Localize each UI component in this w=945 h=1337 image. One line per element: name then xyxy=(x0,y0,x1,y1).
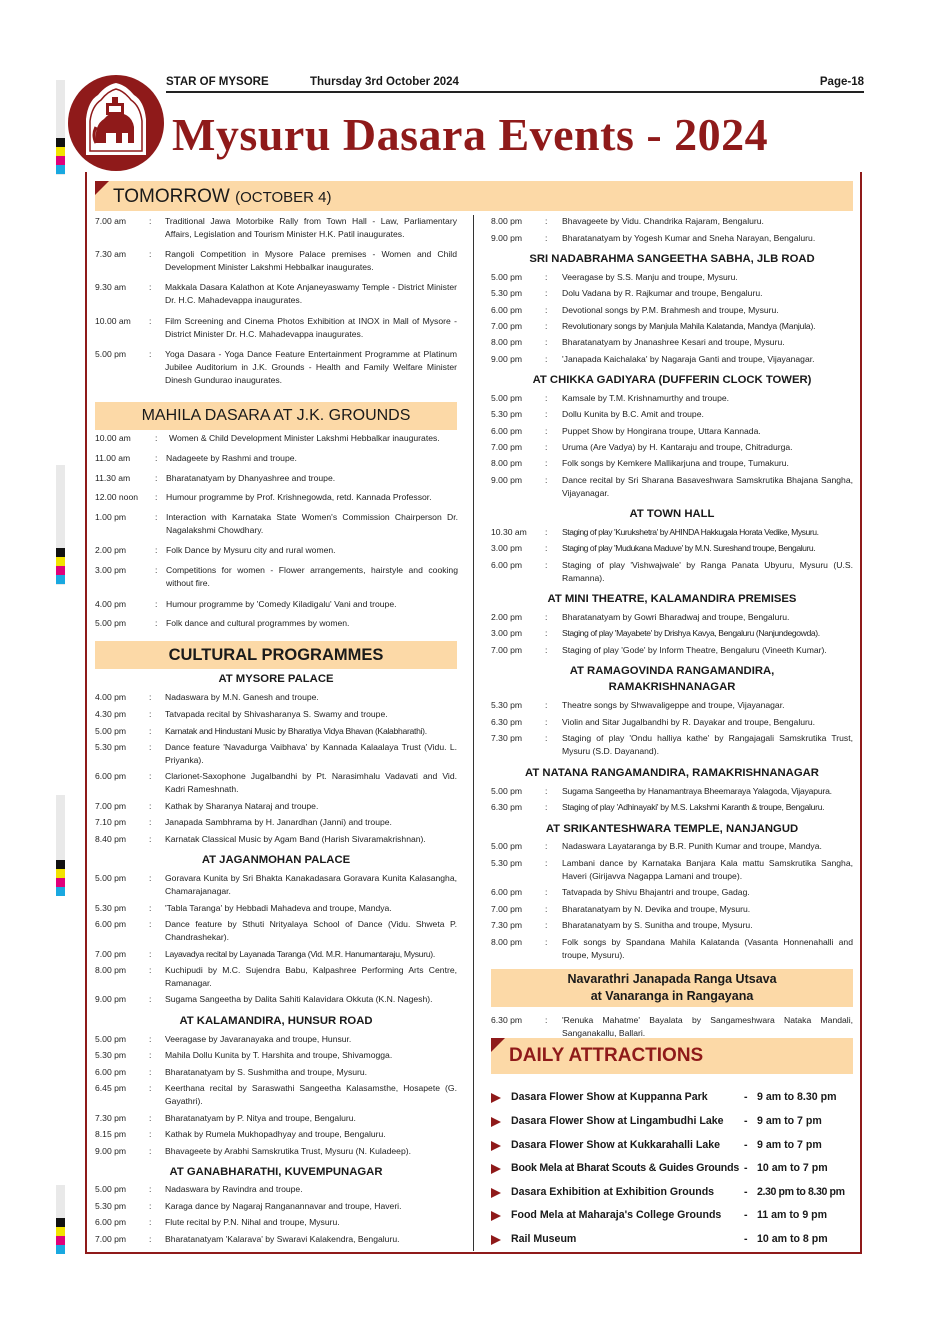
daily-heading: DAILY ATTRACTIONS xyxy=(509,1045,704,1066)
event-time: 12.00 noon xyxy=(95,492,139,502)
event-text: Nadaswara by M.N. Ganesh and troupe. xyxy=(165,692,319,702)
event-time: 11.30 am xyxy=(95,473,131,483)
registration-marks xyxy=(56,860,65,896)
arrow-right-icon xyxy=(491,1211,501,1221)
attraction-name: Dasara Exhibition at Exhibition Grounds xyxy=(511,1186,715,1198)
attraction-hours: 10 am to 7 pm xyxy=(757,1162,828,1174)
venue-heading: RAMAKRISHNANAGAR xyxy=(608,681,736,693)
attraction-row: Dasara Flower Show at Kukkarahalli Lake - 9 am to 7 pm xyxy=(491,1139,861,1153)
attraction-name: Rail Museum xyxy=(511,1233,577,1245)
event-time: 8.15 pm xyxy=(95,1129,127,1139)
event-text: Theatre songs by Shwavaligeppe and troupe, Vijayanagar. xyxy=(562,700,785,710)
attraction-hours: 11 am to 9 pm xyxy=(757,1209,828,1221)
event-text: Violin and Sitar Jugalbandhi by R. Dayakar and troupe, Bengaluru. xyxy=(562,717,816,727)
event-time: 5.00 pm xyxy=(491,393,523,403)
event-time: 7.10 pm xyxy=(95,817,127,827)
newspaper-name: STAR OF MYSORE xyxy=(166,76,269,88)
attraction-name: Dasara Flower Show at Kukkarahalli Lake xyxy=(511,1139,721,1151)
event-text: Dollu Kunita by B.C. Amit and troupe. xyxy=(562,409,704,419)
event-row: 7.30 pm : Staging of play 'Ondu halliya kathe' by Rangajagali Samskrutika Trust, Mysuru (S.D. Dayanand). xyxy=(491,733,853,756)
event-text: Bharatanatyam 'Kalarava' by Swaravi Kalakendra, Bengaluru. xyxy=(165,1234,400,1244)
event-text: Karaga dance by Nagaraj Ranganannavar and troupe, Haveri. xyxy=(165,1201,402,1211)
event-time: 5.00 pm xyxy=(95,349,127,359)
event-time: 9.00 pm xyxy=(491,233,523,243)
event-text: Staging of play 'Adhinayaki' by M.S. Lakshmi Karanth & troupe, Bengaluru. xyxy=(562,802,825,812)
event-row: 6.45 pm : Keerthana recital by Saraswathi Sangeetha Kalasamsthe, Hosapete (G. Gayathri). xyxy=(95,1083,457,1106)
event-time: 6.00 pm xyxy=(95,919,127,929)
event-text: Bharatanatyam by Jnanashree Kesari and troupe, Mysuru. xyxy=(562,337,785,347)
event-text: Lambani dance by Karnataka Banjara Kala mattu Samskrutika Sangha, Haveri (Girijavva Nagappa Lamani and troupe). xyxy=(562,858,853,881)
event-text: Layavadya recital by Layanada Taranga (Vid. M.R. Hanumantaraju, Mysuru). xyxy=(165,949,435,959)
event-text: Staging of play 'Vishwajwale' by Ranga Panata Ubyuru, Mysuru (U.S. Ramanna). xyxy=(562,560,853,583)
event-time: 5.00 pm xyxy=(95,1184,127,1194)
page-title: Mysuru Dasara Events - 2024 xyxy=(172,109,769,160)
tomorrow-banner xyxy=(95,181,853,211)
event-time: 1.00 pm xyxy=(95,512,127,522)
venue-heading: SRI NADABRAHMA SANGEETHA SABHA, JLB ROAD xyxy=(529,253,815,265)
event-time: 8.00 pm xyxy=(491,216,523,226)
event-text: Bhavageete by Arabhi Samskrutika Trust, Mysuru (N. Kuladeep). xyxy=(165,1146,411,1156)
arrow-right-icon xyxy=(491,1164,501,1174)
event-text: Humour programme by 'Comedy Kiladigalu' Vani and troupe. xyxy=(166,599,397,609)
venue-heading: AT SRIKANTESHWARA TEMPLE, NANJANGUD xyxy=(545,823,799,835)
event-time: 8.00 pm xyxy=(95,965,127,975)
event-text: Kamsale by T.M. Krishnamurthy and troupe. xyxy=(562,393,730,403)
attraction-hours: 9 am to 8.30 pm xyxy=(757,1091,837,1103)
event-row: 8.00 pm : Kuchipudi by M.C. Sujendra Babu, Kalpashree Performing Arts Centre, Ramanagar. xyxy=(95,965,457,988)
event-text: Revolutionary songs by Manjula Mahila Kalatanda, Mandya (Manjula). xyxy=(562,321,816,331)
event-text: Interaction with Karnataka State Women's Commission Chairperson Dr. Nagalakshmi Chowdhary. xyxy=(166,512,458,535)
event-time: 5.30 pm xyxy=(491,409,523,419)
event-row: 6.00 pm : Staging of play 'Vishwajwale' by Ranga Panata Ubyuru, Mysuru (U.S. Ramanna). xyxy=(491,560,853,583)
event-text: Folk songs by Spandana Mahila Kalatanda (Vasanta Honnenahalli and troupe, Mysuru). xyxy=(562,937,853,960)
attraction-row: Food Mela at Maharaja's College Grounds - 11 am to 9 pm xyxy=(491,1209,861,1223)
mahila-heading: MAHILA DASARA AT J.K. GROUNDS xyxy=(141,407,411,424)
event-time: 5.00 pm xyxy=(491,841,523,851)
event-row: 9.00 pm : Dance recital by Sri Sharana Basaveshwara Samskrutika Bhajana Sangha, Vijayanagar. xyxy=(491,475,853,498)
event-time: 9.00 pm xyxy=(95,1146,127,1156)
event-text: Clarionet-Saxophone Jugalbandhi by Pt. Narasimhalu Vadavati and Vid. Kadri Rameshnath. xyxy=(165,771,457,794)
registration-marks xyxy=(56,138,65,174)
event-text: Bharatanatyam by Yogesh Kumar and Sneha Narayan, Bengaluru. xyxy=(562,233,816,243)
event-time: 3.00 pm xyxy=(95,565,127,575)
event-time: 7.00 pm xyxy=(491,442,523,452)
arrow-right-icon xyxy=(491,1141,501,1151)
event-time: 2.00 pm xyxy=(95,545,127,555)
event-row: 6.00 pm : Clarionet-Saxophone Jugalbandhi by Pt. Narasimhalu Vadavati and Vid. Kadri Rameshnath. xyxy=(95,771,457,794)
event-time: 9.30 am xyxy=(95,282,127,292)
venue-heading: AT TOWN HALL xyxy=(629,508,715,520)
event-time: 6.00 pm xyxy=(491,426,523,436)
event-time: 4.00 pm xyxy=(95,599,127,609)
event-text: Competitions for women - Flower arrangements, hairstyle and cooking without fire. xyxy=(166,565,458,588)
event-text: Nadaswara by Ravindra and troupe. xyxy=(165,1184,303,1194)
attraction-name: Dasara Flower Show at Lingambudhi Lake xyxy=(511,1115,724,1127)
event-text: Kathak by Rumela Mukhopadhyay and troupe, Bengaluru. xyxy=(165,1129,386,1139)
event-time: 5.30 pm xyxy=(95,903,127,913)
event-text: Tatvapada by Shivu Bhajantri and troupe, Gadag. xyxy=(562,887,750,897)
event-time: 7.00 pm xyxy=(491,321,523,331)
venue-heading: AT MINI THEATRE, KALAMANDIRA PREMISES xyxy=(547,593,797,605)
event-time: 6.00 pm xyxy=(491,887,523,897)
event-time: 10.00 am xyxy=(95,433,131,443)
event-text: Sugama Sangeetha by Dalita Sahiti Kalavidara Okkuta (K.N. Nagesh). xyxy=(165,994,433,1004)
event-text: Uruma (Are Vadya) by H. Kantaraju and troupe, Chitradurga. xyxy=(562,442,793,452)
event-time: 6.00 pm xyxy=(491,560,523,570)
venue-heading: AT JAGANMOHAN PALACE xyxy=(201,854,351,866)
venue-heading: AT CHIKKA GADIYARA (DUFFERIN CLOCK TOWER) xyxy=(532,374,812,386)
venue-heading: AT MYSORE PALACE xyxy=(218,673,334,685)
event-text: Nadaswara Layataranga by B.R. Punith Kumar and troupe, Mandya. xyxy=(562,841,822,851)
event-text: Veeragase by S.S. Manju and troupe, Mysuru. xyxy=(562,272,738,282)
event-time: 7.30 pm xyxy=(491,733,523,743)
event-row: 7.30 am : Rangoli Competition in Mysore Palace premises - Women and Child Development Minister Lakshmi Hebbalkar inaugurates. xyxy=(95,249,457,272)
event-text: 'Janapada Kaichalaka' by Nagaraja Ganti and troupe, Vijayanagar. xyxy=(562,354,815,364)
event-row: 3.00 pm : Competitions for women - Flower arrangements, hairstyle and cooking without fire. xyxy=(95,565,458,588)
event-text: 'Tabla Taranga' by Hebbadi Mahadeva and troupe, Mandya. xyxy=(165,903,392,913)
attraction-hours: 10 am to 8 pm xyxy=(757,1233,828,1245)
attraction-hours: 9 am to 7 pm xyxy=(757,1115,822,1127)
event-row: 9.30 am : Makkala Dasara Kalathon at Kote Anjaneyaswamy Temple - District Minister Dr. H.C. Mahadevappa inaugurates. xyxy=(95,282,457,305)
registration-marks xyxy=(56,548,65,584)
event-time: 5.00 pm xyxy=(491,786,523,796)
event-time: 8.00 pm xyxy=(491,458,523,468)
event-time: 10.30 am xyxy=(491,527,527,537)
event-text: Staging of play 'Kurukshetra' by AHINDA Hakkugala Horata Vedike, Mysuru. xyxy=(562,527,819,537)
page-number: Page-18 xyxy=(819,76,864,88)
event-time: 6.00 pm xyxy=(95,1217,127,1227)
event-text: Staging of play 'Mayabete' by Drishya Kavya, Bengaluru (Nanjundegowda). xyxy=(562,628,820,638)
event-text: Bharatanatyam by P. Nitya and troupe, Bengaluru. xyxy=(165,1113,356,1123)
venue-heading: AT NATANA RANGAMANDIRA, RAMAKRISHNANAGAR xyxy=(525,767,819,779)
event-time: 8.00 pm xyxy=(491,337,523,347)
venue-heading: AT RAMAGOVINDA RANGAMANDIRA, xyxy=(569,665,775,677)
event-text: Staging of play 'Ondu halliya kathe' by Rangajagali Samskrutika Trust, Mysuru (S.D. Dayanand). xyxy=(562,733,853,756)
event-time: 6.30 pm xyxy=(491,717,523,727)
attraction-name: Book Mela at Bharat Scouts & Guides Grounds xyxy=(511,1162,740,1174)
event-text: Bharatanatyam by S. Sushmitha and troupe, Mysuru. xyxy=(165,1067,368,1077)
event-row: 5.00 pm : Goravara Kunita by Sri Bhakta Kanakadasara Goravara Kunita Kalasangha, Chamarajanagar. xyxy=(95,873,457,896)
event-time: 3.00 pm xyxy=(491,543,523,553)
event-text: Bharatanatyam by N. Devika and troupe, Mysuru. xyxy=(562,904,751,914)
event-time: 10.00 am xyxy=(95,316,131,326)
event-time: 8.00 pm xyxy=(491,937,523,947)
event-text: Rangoli Competition in Mysore Palace premises - Women and Child Development Minister Lakshmi Hebbalkar inaugurates. xyxy=(165,249,457,272)
event-text: Nadageete by Rashmi and troupe. xyxy=(166,453,297,463)
event-text: Devotional songs by P.M. Brahmesh and troupe, Mysuru. xyxy=(562,305,779,315)
event-text: Dance recital by Sri Sharana Basaveshwara Samskrutika Bhajana Sangha, Vijayanagar. xyxy=(562,475,853,498)
event-text: Mahila Dollu Kunita by T. Harshita and troupe, Shivamogga. xyxy=(165,1050,393,1060)
event-row: 5.00 pm : Yoga Dasara - Yoga Dance Feature Entertainment Programme at Platinum Jubilee Auditorium in J.K. Grounds - Health and Family Welfare Minister Dinesh Gundurao inaugurates. xyxy=(95,349,457,385)
event-text: Film Screening and Cinema Photos Exhibition at INOX in Mall of Mysore - District Minister Dr. H.C. Mahadevappa inaugurates. xyxy=(165,316,457,339)
event-row: 10.00 am : Film Screening and Cinema Photos Exhibition at INOX in Mall of Mysore - District Minister Dr. H.C. Mahadevappa inaugurates. xyxy=(95,316,457,339)
cultural-banner xyxy=(95,641,457,669)
attraction-row: Book Mela at Bharat Scouts & Guides Grounds - 10 am to 7 pm xyxy=(491,1162,861,1176)
corner-triangle-icon xyxy=(491,1038,505,1052)
event-time: 7.00 am xyxy=(95,216,127,226)
page-header xyxy=(166,76,864,90)
event-time: 7.00 pm xyxy=(491,645,523,655)
attraction-name: Food Mela at Maharaja's College Grounds xyxy=(511,1209,722,1221)
event-text: Women & Child Development Minister Lakshmi Hebbalkar inaugurates. xyxy=(169,433,440,443)
navarathri-heading-1: Navarathri Janapada Ranga Utsava xyxy=(567,972,777,986)
header-rule xyxy=(166,91,864,93)
elephant-emblem-icon xyxy=(66,73,166,173)
event-time: 6.30 pm xyxy=(491,802,523,812)
event-text: Folk dance and cultural programmes by women. xyxy=(166,618,350,628)
daily-banner xyxy=(491,1038,853,1074)
registration-marks xyxy=(56,1218,65,1254)
event-time: 9.00 pm xyxy=(491,475,523,485)
event-time: 5.30 pm xyxy=(95,742,127,752)
event-time: 5.00 pm xyxy=(95,873,127,883)
arrow-right-icon xyxy=(491,1235,501,1245)
event-time: 6.00 pm xyxy=(95,771,127,781)
event-text: Yoga Dasara - Yoga Dance Feature Entertainment Programme at Platinum Jubilee Auditorium in J.K. Grounds - Health and Family Welfare Minister Dinesh Gundurao inaugurates. xyxy=(165,349,457,385)
event-row: 8.00 pm : Folk songs by Spandana Mahila Kalatanda (Vasanta Honnenahalli and troupe, Mysuru). xyxy=(491,937,853,960)
event-time: 5.00 pm xyxy=(95,726,127,736)
event-text: Kathak by Sharanya Nataraj and troupe. xyxy=(165,801,319,811)
attraction-row: Dasara Flower Show at Lingambudhi Lake - 9 am to 7 pm xyxy=(491,1115,861,1129)
event-row: 7.00 am : Traditional Jawa Motorbike Rally from Town Hall - Law, Parliamentary Affairs, Legislation and Tourism Minister H.K. Patil inaugurates. xyxy=(95,216,457,239)
event-text: Kuchipudi by M.C. Sujendra Babu, Kalpashree Performing Arts Centre, Ramanagar. xyxy=(165,965,457,988)
attraction-name: Dasara Flower Show at Kuppanna Park xyxy=(511,1091,708,1103)
event-time: 6.45 pm xyxy=(95,1083,127,1093)
event-time: 7.30 pm xyxy=(491,920,523,930)
event-time: 11.00 am xyxy=(95,453,131,463)
event-time: 7.00 pm xyxy=(491,904,523,914)
event-time: 5.00 pm xyxy=(95,1034,127,1044)
event-time: 8.40 pm xyxy=(95,834,127,844)
attraction-row: Rail Museum - 10 am to 8 pm xyxy=(491,1233,861,1247)
venue-heading: AT GANABHARATHI, KUVEMPUNAGAR xyxy=(169,1166,383,1178)
event-time: 5.30 pm xyxy=(491,288,523,298)
event-text: Staging of play 'Mudukana Maduve' by M.N. Sureshand troupe, Bengaluru. xyxy=(562,543,816,553)
event-text: Bharatanatyam by Dhanyashree and troupe. xyxy=(166,473,336,483)
event-text: Tatvapada recital by Shivasharanya S. Swamy and troupe. xyxy=(165,709,388,719)
mahila-banner xyxy=(95,402,457,430)
event-time: 6.00 pm xyxy=(95,1067,127,1077)
navarathri-banner xyxy=(491,969,853,1007)
event-text: Sugama Sangeetha by Hanamantraya Bheemaraya Yalagoda, Vijayapura. xyxy=(562,786,832,796)
event-time: 6.00 pm xyxy=(491,305,523,315)
event-time: 4.00 pm xyxy=(95,692,127,702)
event-row: 5.30 pm : Dance feature 'Navadurga Vaibhava' by Kannada Kalaalaya Trust (Vidu. L. Priyanka). xyxy=(95,742,457,765)
issue-date: Thursday 3rd October 2024 xyxy=(310,76,459,88)
event-text: Dance feature 'Navadurga Vaibhava' by Kannada Kalaalaya Trust (Vidu. L. Priyanka). xyxy=(165,742,457,765)
event-time: 5.00 pm xyxy=(491,272,523,282)
tomorrow-label: TOMORROW xyxy=(113,186,230,207)
event-time: 9.00 pm xyxy=(491,354,523,364)
event-time: 4.30 pm xyxy=(95,709,127,719)
arrow-right-icon xyxy=(491,1117,501,1127)
event-row: 5.30 pm : Lambani dance by Karnataka Banjara Kala mattu Samskrutika Sangha, Haveri (Girijavva Nagappa Lamani and troupe). xyxy=(491,858,853,881)
event-time: 5.30 pm xyxy=(95,1050,127,1060)
event-time: 2.00 pm xyxy=(491,612,523,622)
corner-triangle-icon xyxy=(95,181,109,195)
event-text: Makkala Dasara Kalathon at Kote Anjaneyaswamy Temple - District Minister Dr. H.C. Mahadevappa inaugurates. xyxy=(165,282,457,305)
column-divider xyxy=(473,215,474,1251)
event-row: 6.30 pm : 'Renuka Mahatme' Bayalata by Sangameshwara Nataka Mandali, Sanganakallu, Ballari. xyxy=(491,1015,853,1038)
event-text: Bhavageete by Vidu. Chandrika Rajaram, Bengaluru. xyxy=(562,216,764,226)
event-text: Traditional Jawa Motorbike Rally from Town Hall - Law, Parliamentary Affairs, Legislation and Tourism Minister H.K. Patil inaugurates. xyxy=(165,216,457,239)
event-time: 7.00 pm xyxy=(95,801,127,811)
event-time: 6.30 pm xyxy=(491,1015,523,1025)
attraction-row: Dasara Exhibition at Exhibition Grounds - 2.30 pm to 8.30 pm xyxy=(491,1186,861,1200)
event-time: 3.00 pm xyxy=(491,628,523,638)
navarathri-heading-2: at Vanaranga in Rangayana xyxy=(590,989,754,1003)
event-time: 5.00 pm xyxy=(95,618,127,628)
event-text: Karnatak Classical Music by Agam Band (Harish Sivaramakrishnan). xyxy=(165,834,426,844)
event-text: Dance feature by Sthuti Nrityalaya School of Dance (Vidu. Shweta P. Chandrashekar). xyxy=(165,919,457,942)
event-text: Veeragase by Javaranayaka and troupe, Hunsur. xyxy=(165,1034,352,1044)
event-text: Keerthana recital by Saraswathi Sangeetha Kalasamsthe, Hosapete (G. Gayathri). xyxy=(165,1083,457,1106)
event-row: 1.00 pm : Interaction with Karnataka State Women's Commission Chairperson Dr. Nagalakshmi Chowdhary. xyxy=(95,512,458,535)
event-time: 7.00 pm xyxy=(95,1234,127,1244)
event-time: 5.30 pm xyxy=(95,1201,127,1211)
event-text: Puppet Show by Hongirana troupe, Uttara Kannada. xyxy=(562,426,761,436)
event-text: Bharatanatyam by Gowri Bharadwaj and troupe, Bengaluru. xyxy=(562,612,790,622)
event-time: 7.00 pm xyxy=(95,949,127,959)
tomorrow-heading xyxy=(113,186,332,208)
event-text: Folk Dance by Mysuru city and rural women. xyxy=(166,545,336,555)
arrow-right-icon xyxy=(491,1188,501,1198)
event-text: Staging of play 'Gode' by Inform Theatre, Bengaluru (Vineeth Kumar). xyxy=(562,645,827,655)
cultural-heading: CULTURAL PROGRAMMES xyxy=(168,646,384,664)
event-row: 6.00 pm : Dance feature by Sthuti Nrityalaya School of Dance (Vidu. Shweta P. Chandrashekar). xyxy=(95,919,457,942)
attraction-hours: 9 am to 7 pm xyxy=(757,1139,822,1151)
event-time: 9.00 pm xyxy=(95,994,127,1004)
event-time: 5.30 pm xyxy=(491,700,523,710)
tomorrow-date: (OCTOBER 4) xyxy=(235,189,332,206)
attraction-hours: 2.30 pm to 8.30 pm xyxy=(757,1186,845,1198)
event-time: 7.30 am xyxy=(95,249,127,259)
event-text: Janapada Sambhrama by H. Janardhan (Janni) and troupe. xyxy=(165,817,392,827)
event-time: 7.30 pm xyxy=(95,1113,127,1123)
event-text: Flute recital by P.N. Nihal and troupe, Mysuru. xyxy=(165,1217,340,1227)
event-text: Bharatanatyam by S. Sunitha and troupe, Mysuru. xyxy=(562,920,753,930)
arrow-right-icon xyxy=(491,1093,501,1103)
event-text: Karnatak and Hindustani Music by Bharatiya Vidya Bhavan (Kalabharathi). xyxy=(165,726,427,736)
venue-heading: AT KALAMANDIRA, HUNSUR ROAD xyxy=(179,1015,373,1027)
event-time: 5.30 pm xyxy=(491,858,523,868)
event-text: Humour programme by Prof. Krishnegowda, retd. Kannada Professor. xyxy=(166,492,432,502)
event-text: Goravara Kunita by Sri Bhakta Kanakadasara Goravara Kunita Kalasangha, Chamarajanagar. xyxy=(165,873,457,896)
event-text: 'Renuka Mahatme' Bayalata by Sangameshwara Nataka Mandali, Sanganakallu, Ballari. xyxy=(562,1015,853,1038)
event-text: Folk songs by Kemkere Mallikarjuna and troupe, Tumakuru. xyxy=(562,458,789,468)
event-text: Dolu Vadana by R. Rajkumar and troupe, Bengaluru. xyxy=(562,288,763,298)
attraction-row: Dasara Flower Show at Kuppanna Park - 9 am to 8.30 pm xyxy=(491,1091,861,1105)
